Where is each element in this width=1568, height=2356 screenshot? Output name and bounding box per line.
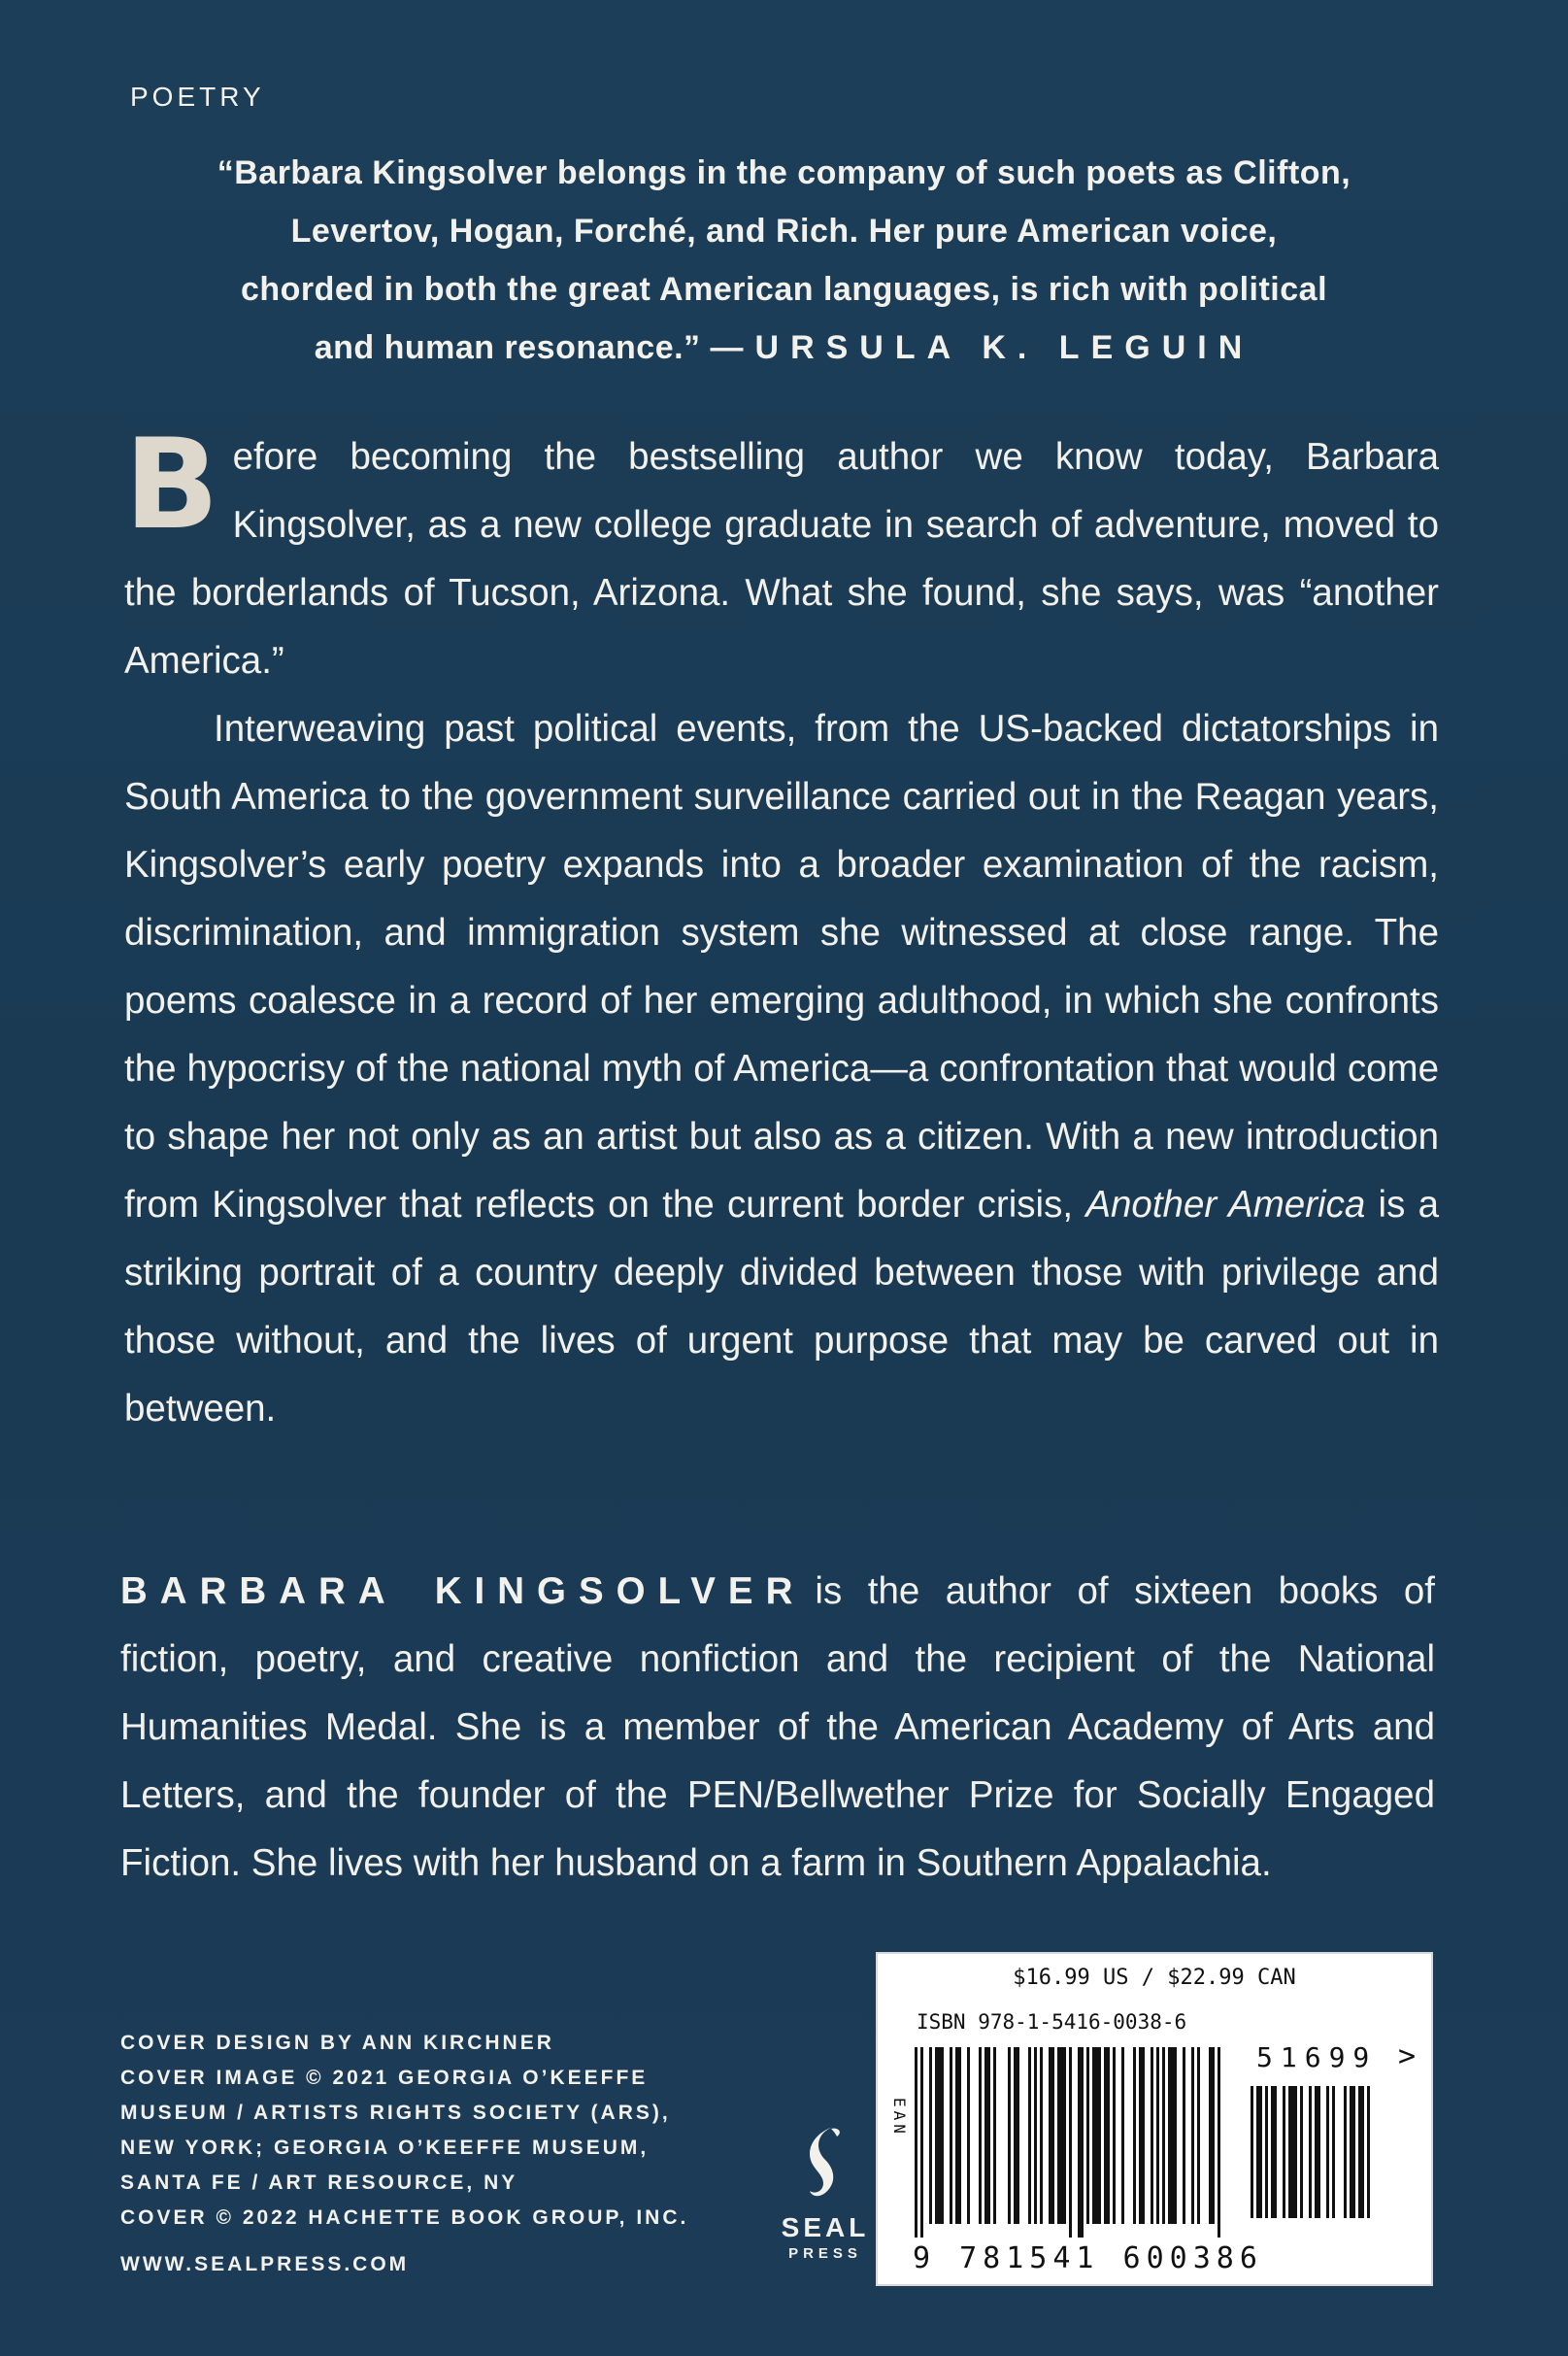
barcode-label [876, 1952, 1433, 2286]
credit-line: SANTA FE / ART RESOURCE, NY [120, 2171, 518, 2194]
category-label: POETRY [130, 82, 265, 112]
barcode-bar [1092, 2047, 1101, 2224]
barcode-bar [1218, 2047, 1220, 2238]
isbn-digits: 9 781541 600386 [913, 2241, 1263, 2275]
isbn-label: ISBN 978-1-5416-0038-6 [917, 2010, 1187, 2034]
isbn-barcode [915, 2047, 1235, 2238]
barcode-bar [1034, 2047, 1037, 2224]
barcode-bar [1156, 2047, 1159, 2224]
barcode-bar [1028, 2047, 1031, 2224]
publisher-name: SEAL [781, 2212, 870, 2242]
barcode-bar [1014, 2047, 1019, 2224]
barcode-bar [1069, 2047, 1072, 2238]
blurb-line: chorded in both the great American languages, is rich with political [240, 271, 1328, 308]
ean-label: EAN [890, 2098, 909, 2137]
barcode-bar [984, 2047, 990, 2224]
credit-line: NEW YORK; GEORGIA O’KEEFFE MUSEUM, [120, 2137, 650, 2159]
barcode-bar [1121, 2047, 1124, 2224]
description-paragraph [124, 413, 1439, 695]
drop-cap: B [124, 413, 219, 557]
barcode-bar [1288, 2086, 1297, 2218]
book-title: Another America [1085, 1184, 1366, 1226]
publisher-website: WWW.SEALPRESS.COM [120, 2253, 410, 2275]
barcode-bar [979, 2047, 982, 2224]
barcode-bar [1332, 2086, 1335, 2218]
blurb-quote [136, 144, 1432, 377]
credit-line: MUSEUM / ARTISTS RIGHTS SOCIETY (ARS), [120, 2102, 671, 2124]
barcode-bar [1283, 2086, 1285, 2218]
publisher-imprint: PRESS [788, 2245, 862, 2262]
barcode-bar [1209, 2047, 1215, 2224]
barcode-bar [1315, 2086, 1320, 2218]
price-label: $16.99 US / $22.99 CAN [1013, 1966, 1296, 1990]
price-barcode [1251, 2086, 1402, 2271]
seahorse-icon [796, 2123, 854, 2205]
barcode-bar [1113, 2047, 1116, 2224]
barcode-bar [1326, 2086, 1329, 2218]
barcode-bar [1367, 2086, 1370, 2218]
barcode-bar [1191, 2047, 1194, 2224]
barcode-bar [1197, 2047, 1200, 2224]
barcode-bar [1139, 2047, 1145, 2224]
author-bio [120, 1558, 1435, 1898]
supplement-digits: 51699 [1256, 2041, 1378, 2073]
credit-line: COVER IMAGE © 2021 GEORGIA O’KEEFFE [120, 2067, 649, 2089]
description-paragraph [124, 695, 1439, 1443]
barcode-bar [920, 2047, 923, 2238]
barcode-bar [1251, 2086, 1253, 2218]
barcode-bar [1151, 2047, 1153, 2224]
barcode-bar [1078, 2047, 1084, 2238]
barcode-bar [1104, 2047, 1110, 2224]
blurb-line [136, 319, 1432, 377]
book-description [124, 413, 1440, 1443]
barcode-bar [1168, 2047, 1177, 2224]
barcode-bar [1133, 2047, 1136, 2224]
description-text: efore becoming the bestselling author we know today, Barbara Kingsolver, as a new college graduate in search of adventure, moved to the borderlands of Tucson, Arizona. What she found, she says, was “another America.” [124, 436, 1439, 682]
barcode-bar [1358, 2086, 1364, 2218]
author-name: BARBARA KINGSOLVER [120, 1570, 806, 1612]
blurb-attribution: —URSULA K. LEGUIN [710, 329, 1254, 366]
bio-text: is the author of sixteen books of fiction, poetry, and creative nonfiction and the recipient of the National Humanities Medal. She is a member of the American Academy of Arts and Letters, and the founder of the PEN/Bellwether Prize for Socially Engaged Fiction. She lives with her husband on a farm in Southern Appalachia. [120, 1570, 1435, 1884]
blurb-line: Levertov, Hogan, Forché, and Rich. Her pure American voice, [290, 213, 1278, 250]
barcode-bar [1040, 2047, 1043, 2224]
credit-line: COVER © 2022 HACHETTE BOOK GROUP, INC. [120, 2206, 689, 2229]
barcode-bar [1162, 2047, 1165, 2224]
description-text: Interweaving past political events, from the US-backed dictatorships in South America to the government surveillance carried out in the Reagan years, Kingsolver’s early poetry expands into a broader examination of the racism, discrimination, and immigration system she witnessed at close range. The poems coalesce in a record of her emerging adulthood, in which she confronts the hypocrisy of the national myth of America—a confrontation that would come to shape her not only as an artist but also as a citizen. With a new introduction from Kingsolver that reflects on the current border crisis, [124, 708, 1439, 1226]
cover-credits [120, 2026, 688, 2236]
barcode-bar [1008, 2047, 1011, 2224]
barcode-bar [1350, 2086, 1355, 2218]
blurb-last-line: and human resonance.” [314, 329, 701, 366]
barcode-bar [1057, 2047, 1066, 2224]
bio-paragraph [120, 1558, 1435, 1898]
barcode-bar [1256, 2086, 1262, 2218]
barcode-bar [915, 2047, 917, 2238]
barcode-bar [1265, 2086, 1268, 2218]
barcode-bar [1086, 2047, 1089, 2224]
credit-line: COVER DESIGN BY ANN KIRCHNER [120, 2032, 554, 2054]
barcode-bar [950, 2047, 952, 2224]
barcode-bar [1300, 2086, 1303, 2218]
blurb-line: “Barbara Kingsolver belongs in the company of such poets as Clifton, [217, 154, 1351, 191]
barcode-bar [935, 2047, 944, 2224]
barcode-bar [1309, 2086, 1312, 2218]
barcode-bar [1049, 2047, 1054, 2224]
barcode-bar [967, 2047, 970, 2224]
barcode-bar [929, 2047, 932, 2224]
barcode-bar [993, 2047, 996, 2224]
barcode-bar [1183, 2047, 1185, 2224]
barcode-bar [1344, 2086, 1347, 2218]
barcode-bar [1271, 2086, 1277, 2218]
description-text: is a striking portrait of a country deeply divided between those with privilege and those without, and the lives of urgent purpose that may be carved out in between. [124, 1184, 1440, 1430]
barcode-bar [955, 2047, 961, 2224]
supplement-arrow: > [1398, 2039, 1417, 2073]
